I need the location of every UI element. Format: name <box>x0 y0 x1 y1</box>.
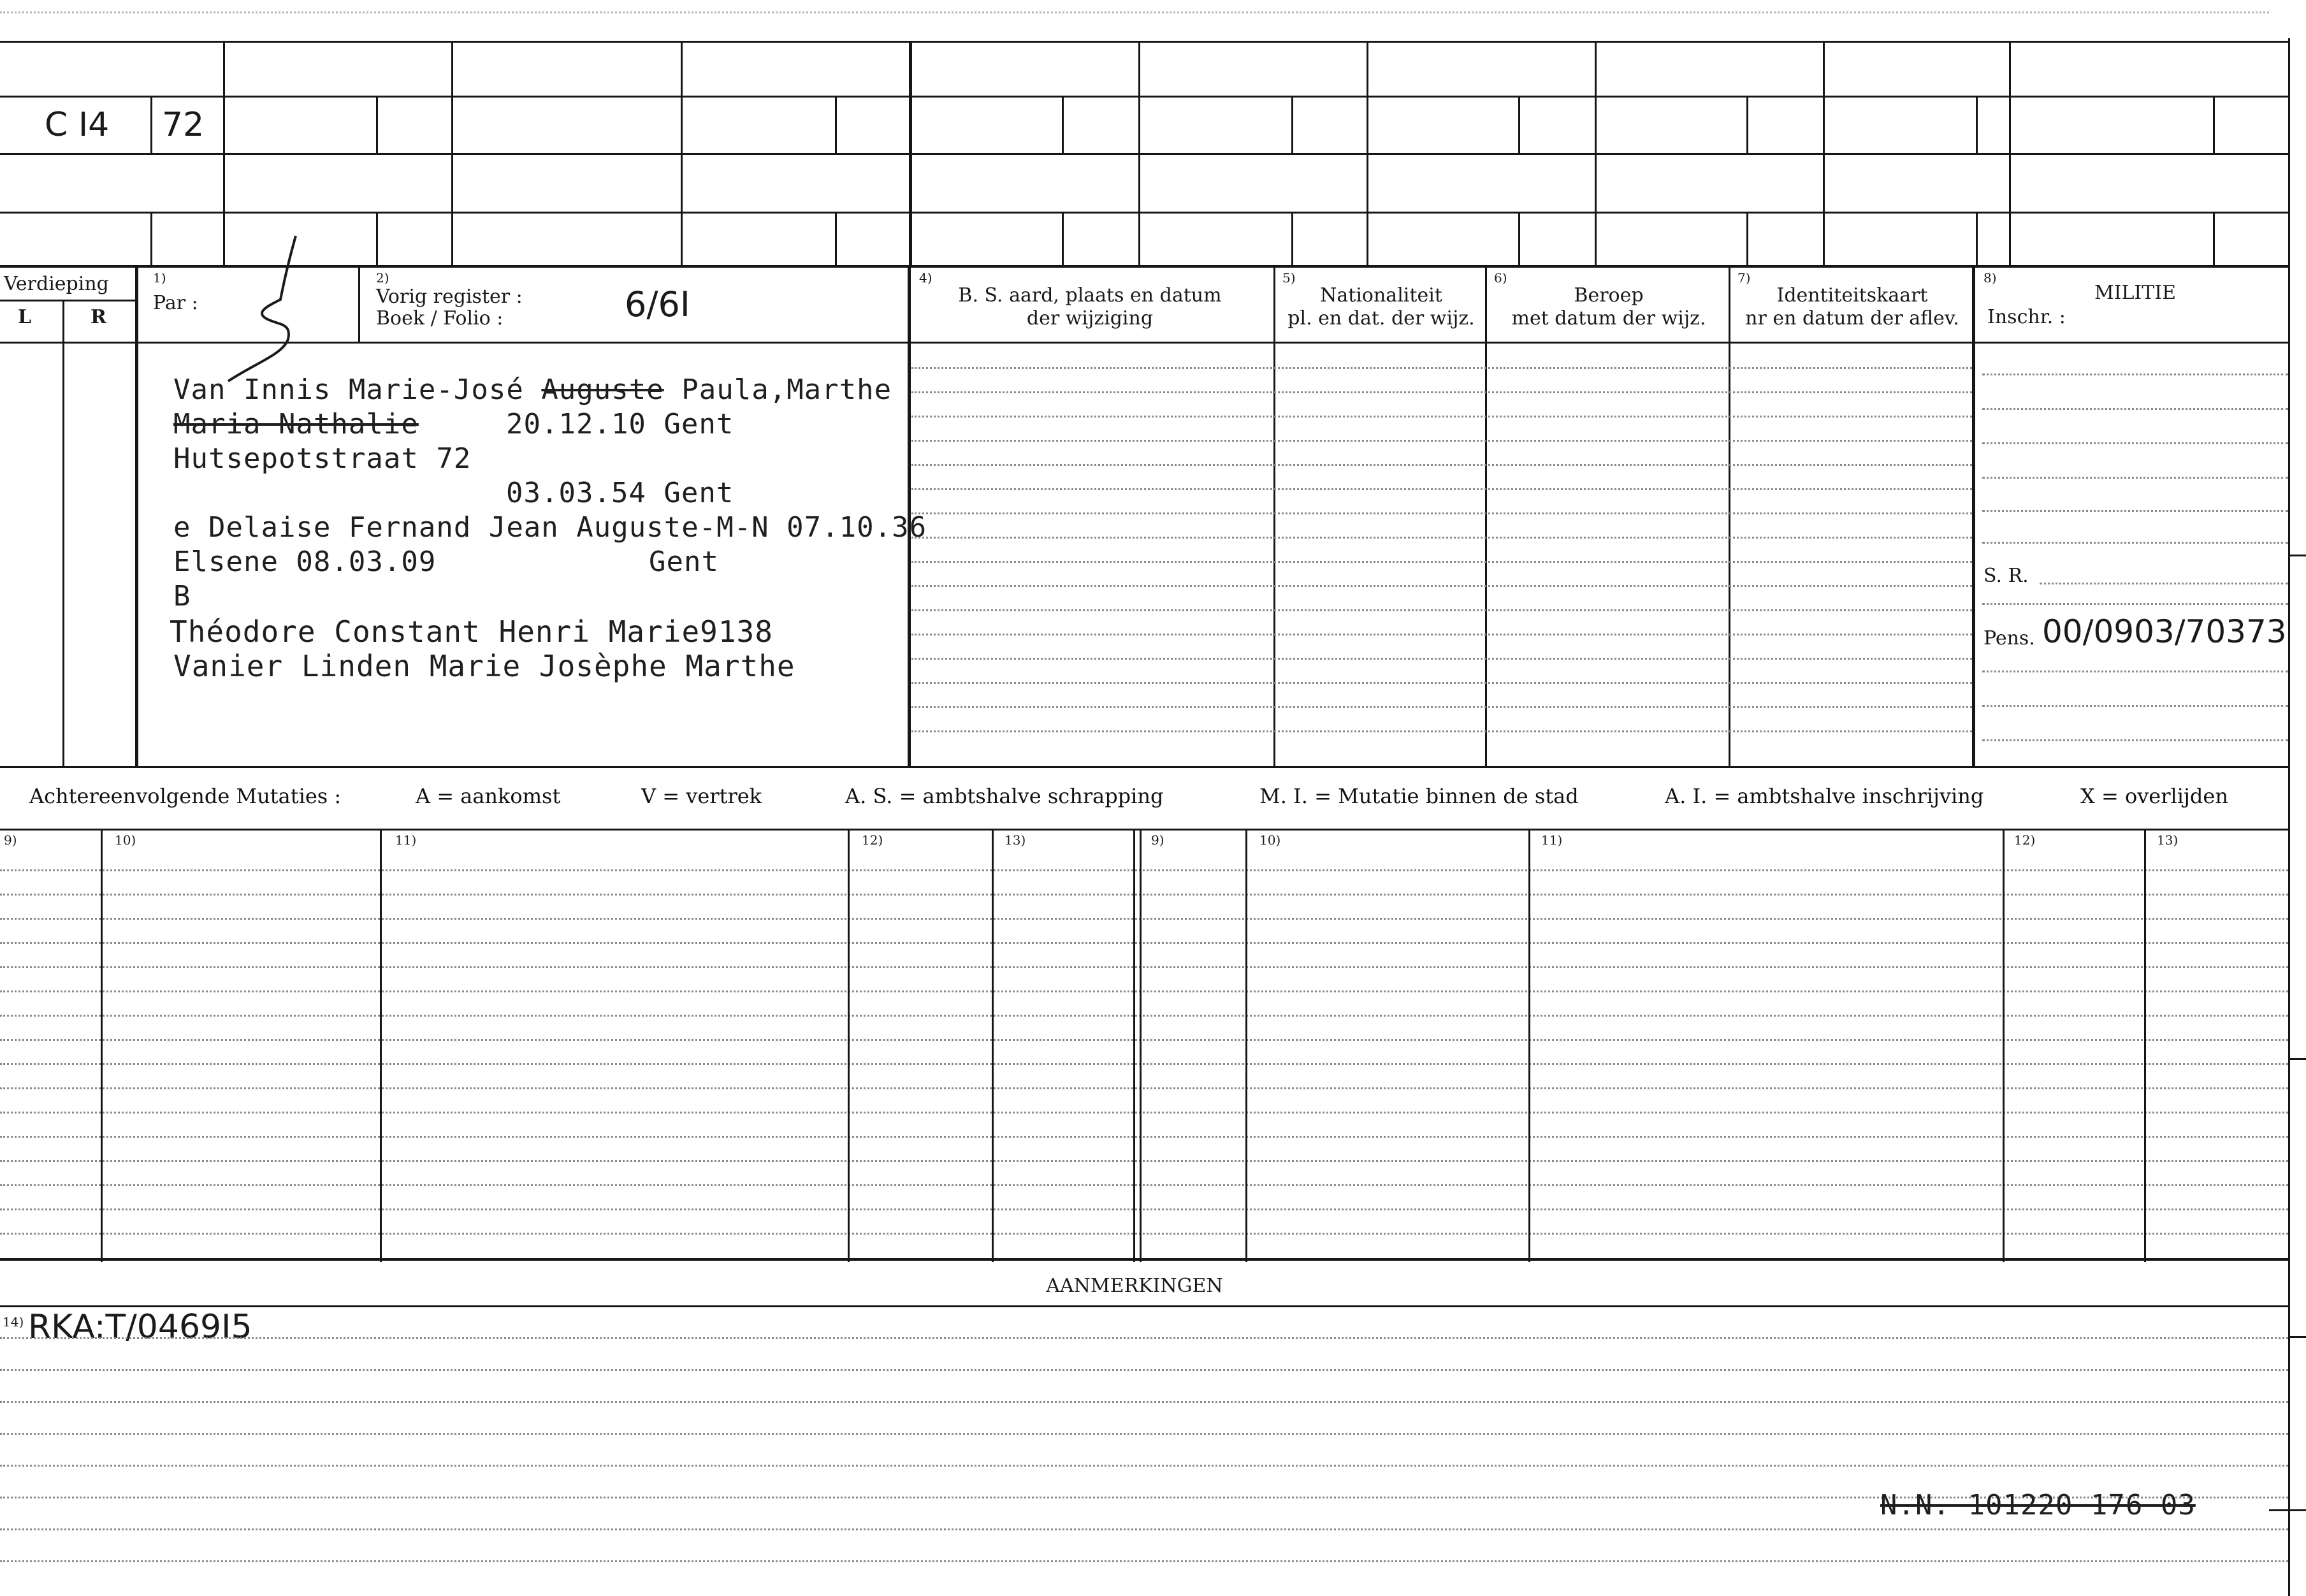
ruling-line <box>911 416 1972 417</box>
right-edge-rule <box>2288 38 2290 1596</box>
edge-tick <box>2269 1509 2306 1511</box>
top-grid-subdivider <box>376 212 378 265</box>
ruling-line <box>911 658 1972 660</box>
ruling-line <box>911 634 1972 635</box>
legend-top-line <box>0 766 2288 768</box>
top-grid-divider <box>1138 41 1140 265</box>
legend-overlijden: X = overlijden <box>2080 784 2228 808</box>
top-grid-line <box>0 212 2288 214</box>
ruling-line <box>911 391 1972 393</box>
field-number-1: 1) <box>153 270 166 286</box>
field-number-4: 4) <box>919 270 932 286</box>
boek-folio-value: 6/6I <box>625 284 690 324</box>
spouse-line: e Delaise Fernand Jean Auguste-M-N 07.10.36 <box>173 511 927 544</box>
scan-edge-noise <box>0 11 2269 13</box>
bs-label-line2: der wijziging <box>1026 307 1154 330</box>
legend-title: Achtereenvolgende Mutaties : <box>29 784 342 808</box>
top-grid-subdivider <box>150 212 152 265</box>
remarks-title: AANMERKINGEN <box>1046 1275 1223 1297</box>
mutation-col-13-right: 13) <box>2157 832 2179 848</box>
edge-tick <box>2288 555 2306 556</box>
field-number-7: 7) <box>1737 270 1751 286</box>
pens-value: 00/0903/70373 <box>2042 613 2287 650</box>
ruling-line <box>0 1369 2288 1371</box>
ruling-line <box>0 1184 2288 1186</box>
mutation-col-10-right: 10) <box>1259 832 1281 848</box>
top-grid-subdivider <box>1518 96 1520 153</box>
remarks-header-line <box>0 1305 2288 1307</box>
militie-row-line <box>1982 408 2288 410</box>
militie-row-line <box>1982 542 2288 544</box>
national-number: N.N. 101220 176 03 <box>1880 1489 2196 1521</box>
ruling-line <box>911 730 1972 732</box>
ruling-line <box>0 1112 2288 1114</box>
militie-row-line <box>1982 510 2288 512</box>
nationaliteit-label-line2: pl. en dat. der wijz. <box>1287 307 1475 330</box>
ruling-line <box>0 1337 2288 1339</box>
mutation-divider <box>2003 829 2005 1262</box>
ruling-line <box>0 1039 2288 1041</box>
ruling-line <box>0 1401 2288 1403</box>
father-names-text: Théodore Constant Henri Marie <box>170 614 700 649</box>
field-number-14: 14) <box>3 1314 24 1330</box>
ruling-line <box>911 561 1972 563</box>
verdieping-label: Verdieping <box>4 273 109 295</box>
ruling-line <box>911 585 1972 587</box>
bs-label-line1: B. S. aard, plaats en datum <box>958 284 1222 307</box>
ruling-line <box>911 537 1972 539</box>
top-grid-subdivider <box>2213 212 2215 265</box>
mutation-divider <box>992 829 994 1262</box>
ruling-line <box>0 894 2288 896</box>
militie-row-line <box>1982 442 2288 444</box>
top-grid-line <box>0 96 2288 98</box>
ruling-line <box>0 869 2288 871</box>
militie-label: MILITIE <box>2094 282 2177 304</box>
identiteitskaart-label-line1: Identiteitskaart <box>1776 284 1928 307</box>
spouse-birth: Elsene 08.03.09 <box>173 546 437 578</box>
legend-aankomst: A = aankomst <box>416 784 561 808</box>
top-grid-divider <box>681 41 683 265</box>
ruling-line <box>0 1208 2288 1210</box>
legend-vertrek: V = vertrek <box>641 784 762 808</box>
header-bottom-line <box>0 342 2288 344</box>
mutation-col-12-left: 12) <box>862 832 883 848</box>
person-names-b: Paula,Marthe <box>681 374 892 406</box>
militie-row-line <box>1982 739 2288 741</box>
register-number: 72 <box>162 106 205 144</box>
militie-row-line <box>1982 671 2288 672</box>
field-number-2: 2) <box>376 270 389 286</box>
ruling-line <box>911 609 1972 611</box>
top-grid-subdivider <box>376 96 378 153</box>
verdieping-l-label: L <box>18 306 32 328</box>
boek-folio-label: Boek / Folio : <box>376 307 504 330</box>
militie-row-line <box>1982 477 2288 479</box>
mutation-divider <box>2144 829 2146 1262</box>
address: Hutsepotstraat 72 <box>173 442 472 475</box>
top-grid-divider <box>1823 41 1825 265</box>
field-number-8: 8) <box>1983 270 1997 286</box>
mutation-divider <box>101 829 103 1262</box>
mother-names: Vanier Linden Marie Josèphe Marthe <box>173 649 795 683</box>
ruling-line <box>0 1087 2288 1089</box>
ruling-line <box>0 1136 2288 1138</box>
top-grid-subdivider <box>2213 96 2215 153</box>
legend-schrapping: A. S. = ambtshalve schrapping <box>845 784 1164 808</box>
top-grid-subdivider <box>1291 96 1293 153</box>
ruling-line <box>911 367 1972 369</box>
militie-row-line <box>1982 603 2288 605</box>
ruling-line <box>911 488 1972 490</box>
father-number: 9138 <box>700 614 773 649</box>
nationaliteit-divider <box>1485 265 1487 766</box>
ruling-line <box>0 1015 2288 1017</box>
top-grid-line <box>0 265 2288 268</box>
mutation-divider <box>1528 829 1530 1262</box>
register-code: C I4 <box>45 106 110 144</box>
person-line-2-struck: Maria Nathalie <box>173 408 419 440</box>
verdieping-divider <box>135 265 138 766</box>
mutation-col-12-right: 12) <box>2014 832 2036 848</box>
nationaliteit-label-line1: Nationaliteit <box>1320 284 1442 307</box>
pens-label: Pens. <box>1983 627 2035 649</box>
legend-bottom-line <box>0 829 2288 831</box>
address-date: 03.03.54 Gent <box>506 477 734 509</box>
mutation-col-11-left: 11) <box>395 832 417 848</box>
ruling-line <box>911 682 1972 684</box>
beroep-divider <box>1729 265 1730 766</box>
mutation-col-9-right: 9) <box>1151 832 1164 848</box>
ruling-line <box>911 440 1972 442</box>
top-grid-divider <box>451 41 453 265</box>
edge-tick <box>2288 1058 2306 1060</box>
identiteitskaart-divider <box>1972 265 1975 766</box>
ruling-line <box>0 1528 2288 1530</box>
verdieping-r-label: R <box>91 306 106 328</box>
top-grid-subdivider <box>1746 212 1748 265</box>
top-grid-subdivider <box>1976 96 1978 153</box>
mutation-divider <box>1133 829 1135 1262</box>
top-grid-subdivider <box>1062 96 1064 153</box>
top-grid-subdivider <box>1291 212 1293 265</box>
ruling-line <box>0 990 2288 992</box>
ruling-line <box>0 1233 2288 1235</box>
field-number-6: 6) <box>1494 270 1507 286</box>
field-number-5: 5) <box>1282 270 1296 286</box>
top-grid-subdivider <box>1976 212 1978 265</box>
legend-mutatie: M. I. = Mutatie binnen de stad <box>1259 784 1579 808</box>
rka-number: RKA:T/0469I5 <box>28 1308 252 1346</box>
militie-row-line <box>2040 583 2288 584</box>
vorig-register-label: Vorig register : <box>376 286 523 308</box>
top-grid-line <box>0 153 2288 155</box>
father-names <box>170 614 773 649</box>
beroep-label-line2: met datum der wijz. <box>1511 307 1706 330</box>
mutation-col-13-left: 13) <box>1004 832 1026 848</box>
top-grid-divider <box>909 41 912 265</box>
par-squiggle-icon <box>217 229 319 395</box>
top-grid-divider <box>2009 41 2011 265</box>
top-grid-subdivider <box>1518 212 1520 265</box>
verdieping-lr-divider <box>62 300 64 766</box>
militie-row-line <box>1982 705 2288 707</box>
ruling-line <box>911 512 1972 514</box>
top-grid-subdivider <box>835 96 837 153</box>
inschr-label: Inschr. : <box>1987 306 2066 328</box>
mutation-divider <box>848 829 850 1262</box>
top-grid-divider <box>1595 41 1597 265</box>
person-names-a: Van Innis Marie-José <box>173 374 524 406</box>
top-grid-line <box>0 41 2288 43</box>
mutation-divider <box>1140 829 1142 1262</box>
ruling-line <box>0 918 2288 920</box>
top-grid-subdivider <box>1062 212 1064 265</box>
status-letter: B <box>173 580 191 613</box>
mutation-col-10-left: 10) <box>115 832 136 848</box>
person-names-struck: Auguste <box>541 374 664 406</box>
ruling-line <box>911 706 1972 708</box>
spouse-city: Gent <box>649 546 719 578</box>
birth-date-place: 20.12.10 Gent <box>506 408 734 440</box>
person-line-1 <box>173 374 892 406</box>
remarks-top-line <box>0 1258 2288 1261</box>
legend-inschrijving: A. I. = ambtshalve inschrijving <box>1665 784 1984 808</box>
top-grid-divider <box>1367 41 1368 265</box>
sr-label: S. R. <box>1983 565 2029 587</box>
identiteitskaart-label-line2: nr en datum der aflev. <box>1745 307 1959 330</box>
verdieping-split-line <box>0 300 135 301</box>
top-grid-subdivider <box>1746 96 1748 153</box>
ruling-line <box>0 1160 2288 1162</box>
ruling-line <box>0 1433 2288 1435</box>
top-grid-subdivider <box>150 96 152 153</box>
ruling-line <box>911 464 1972 466</box>
mutation-divider <box>1245 829 1247 1262</box>
ruling-line <box>0 1465 2288 1467</box>
par-label: Par : <box>153 292 198 314</box>
mutation-col-9-left: 9) <box>4 832 17 848</box>
bs-divider <box>1273 265 1275 766</box>
par-divider <box>358 265 360 342</box>
beroep-label-line1: Beroep <box>1574 284 1644 307</box>
ruling-line <box>0 1560 2288 1562</box>
mutation-divider <box>380 829 382 1262</box>
mutation-col-11-right: 11) <box>1541 832 1563 848</box>
ruling-line <box>0 966 2288 968</box>
militie-row-line <box>1982 374 2288 375</box>
ruling-line <box>0 1063 2288 1065</box>
edge-tick <box>2288 1336 2306 1338</box>
ruling-line <box>0 942 2288 944</box>
top-grid-subdivider <box>835 212 837 265</box>
